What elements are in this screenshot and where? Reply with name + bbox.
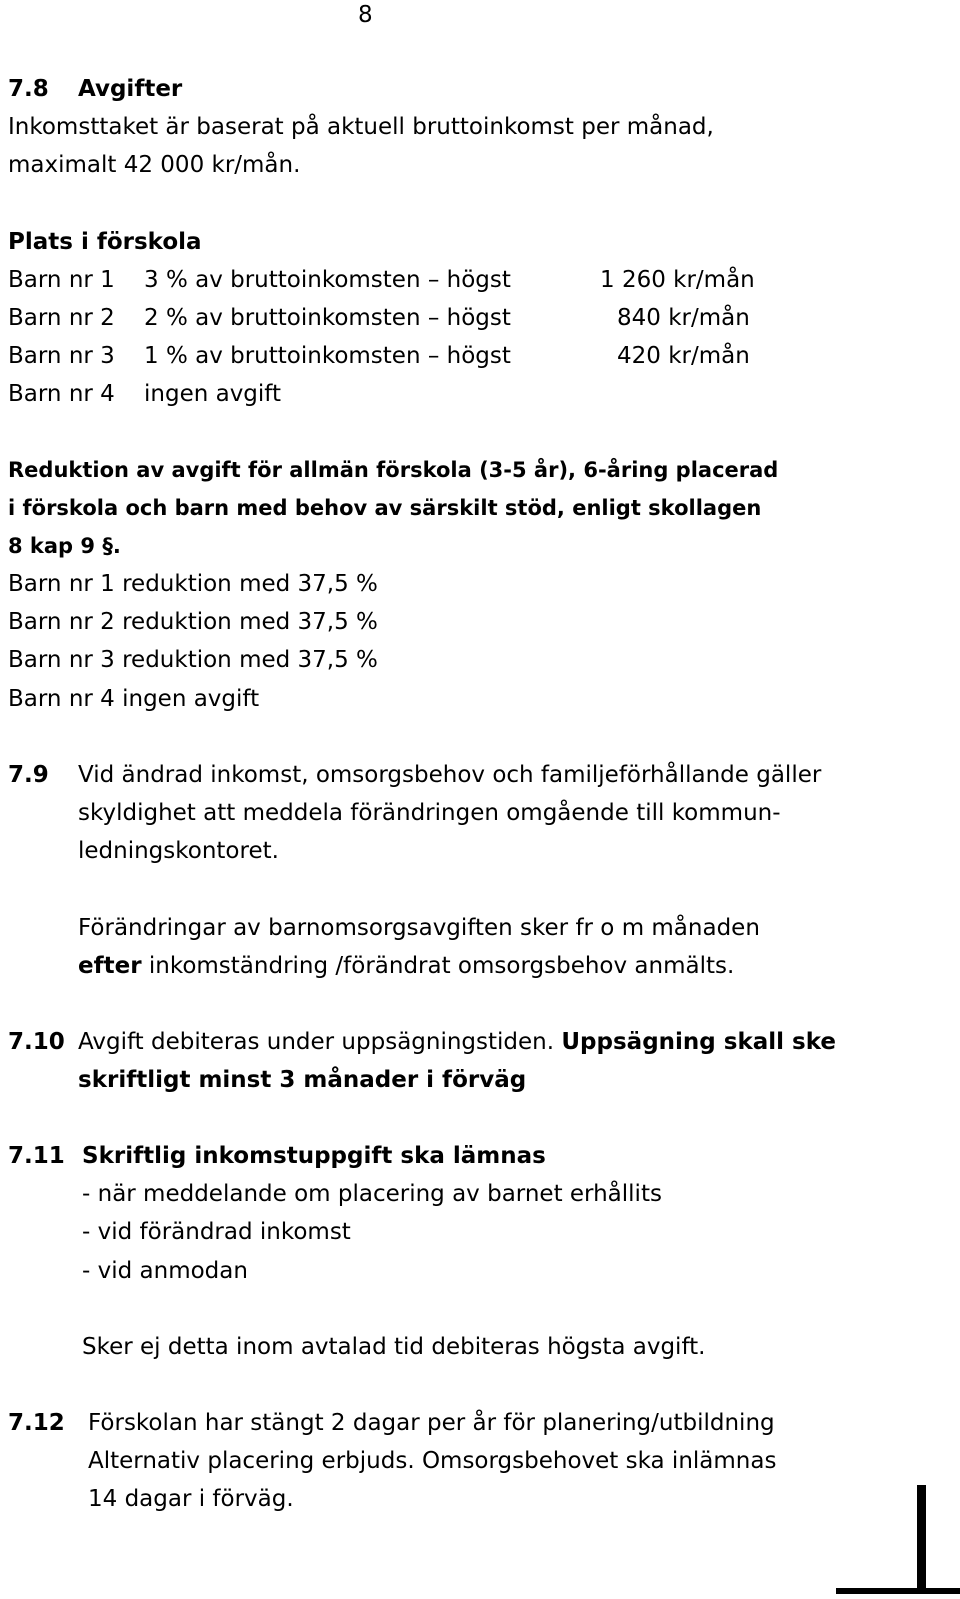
section-7-11-item-3: - vid anmodan bbox=[82, 1258, 248, 1284]
plats-row-2-desc: 2 % av bruttoinkomsten – högst bbox=[144, 305, 511, 331]
section-7-8-title: Avgifter bbox=[78, 76, 183, 102]
section-7-8-intro-line-2: maximalt 42 000 kr/mån. bbox=[8, 152, 301, 178]
plats-heading: Plats i förskola bbox=[8, 229, 202, 255]
plats-row-3-barn: Barn nr 3 bbox=[8, 343, 115, 369]
plats-row-4-barn: Barn nr 4 bbox=[8, 381, 115, 407]
section-7-10-bold-2: skriftligt minst 3 månader i förväg bbox=[78, 1067, 527, 1093]
section-7-12-line-3: 14 dagar i förväg. bbox=[88, 1486, 294, 1512]
section-7-11-title: Skriftlig inkomstuppgift ska lämnas bbox=[82, 1143, 546, 1169]
plats-row-4-desc: ingen avgift bbox=[144, 381, 282, 407]
section-7-11-item-1: - när meddelande om placering av barnet erhållits bbox=[82, 1181, 662, 1207]
section-7-9-number: 7.9 bbox=[8, 762, 49, 788]
section-7-12-line-1: Förskolan har stängt 2 dagar per år för planering/utbildning bbox=[88, 1410, 775, 1436]
reduktion-row-1: Barn nr 1 reduktion med 37,5 % bbox=[8, 571, 378, 597]
page-number: 8 bbox=[358, 2, 373, 28]
corner-mark-vertical bbox=[917, 1485, 926, 1591]
section-7-11-number: 7.11 bbox=[8, 1143, 65, 1169]
plats-row-1-barn: Barn nr 1 bbox=[8, 267, 115, 293]
reduktion-row-3: Barn nr 3 reduktion med 37,5 % bbox=[8, 647, 378, 673]
section-7-8-intro-line-1: Inkomsttaket är baserat på aktuell bruttoinkomst per månad, bbox=[8, 114, 714, 140]
reduktion-heading-line-1: Reduktion av avgift för allmän förskola (3-5 år), 6-åring placerad bbox=[8, 458, 779, 482]
plats-row-1-desc: 3 % av bruttoinkomsten – högst bbox=[144, 267, 511, 293]
plats-row-1-amount: 1 260 kr/mån bbox=[600, 267, 755, 293]
plats-row-2-amount: 840 kr/mån bbox=[617, 305, 750, 331]
section-7-9-para2-line-2-rest: inkomständring /förändrat omsorgsbehov anmälts. bbox=[141, 953, 735, 979]
reduktion-heading-line-2: i förskola och barn med behov av särskilt stöd, enligt skollagen bbox=[8, 496, 762, 520]
emphasis-efter: efter bbox=[78, 953, 142, 979]
section-7-9-line-1: Vid ändrad inkomst, omsorgsbehov och familjeförhållande gäller bbox=[78, 762, 822, 788]
section-7-12-number: 7.12 bbox=[8, 1410, 65, 1436]
corner-mark-horizontal bbox=[836, 1588, 960, 1594]
section-7-10-text: Avgift debiteras under uppsägningstiden. bbox=[78, 1029, 562, 1055]
section-7-10-bold-1: Uppsägning skall ske bbox=[561, 1029, 837, 1055]
reduktion-row-2: Barn nr 2 reduktion med 37,5 % bbox=[8, 609, 378, 635]
plats-row-2-barn: Barn nr 2 bbox=[8, 305, 115, 331]
section-7-12-line-2: Alternativ placering erbjuds. Omsorgsbehovet ska inlämnas bbox=[88, 1448, 777, 1474]
section-7-9-line-3: ledningskontoret. bbox=[78, 838, 279, 864]
section-7-11-item-2: - vid förändrad inkomst bbox=[82, 1219, 351, 1245]
section-7-9-line-2: skyldighet att meddela förändringen omgående till kommun- bbox=[78, 800, 781, 826]
section-7-11-note: Sker ej detta inom avtalad tid debiteras högsta avgift. bbox=[82, 1334, 706, 1360]
section-7-10-line-1 bbox=[78, 1027, 836, 1057]
plats-row-3-amount: 420 kr/mån bbox=[617, 343, 750, 369]
section-7-8-number: 7.8 bbox=[8, 76, 49, 102]
plats-row-3-desc: 1 % av bruttoinkomsten – högst bbox=[144, 343, 511, 369]
reduktion-row-4: Barn nr 4 ingen avgift bbox=[8, 686, 260, 712]
section-7-9-para2-line-1: Förändringar av barnomsorgsavgiften sker fr o m månaden bbox=[78, 915, 760, 941]
reduktion-heading-line-3: 8 kap 9 §. bbox=[8, 534, 121, 558]
section-7-10-number: 7.10 bbox=[8, 1029, 65, 1055]
section-7-9-para2-line-2 bbox=[78, 951, 734, 981]
